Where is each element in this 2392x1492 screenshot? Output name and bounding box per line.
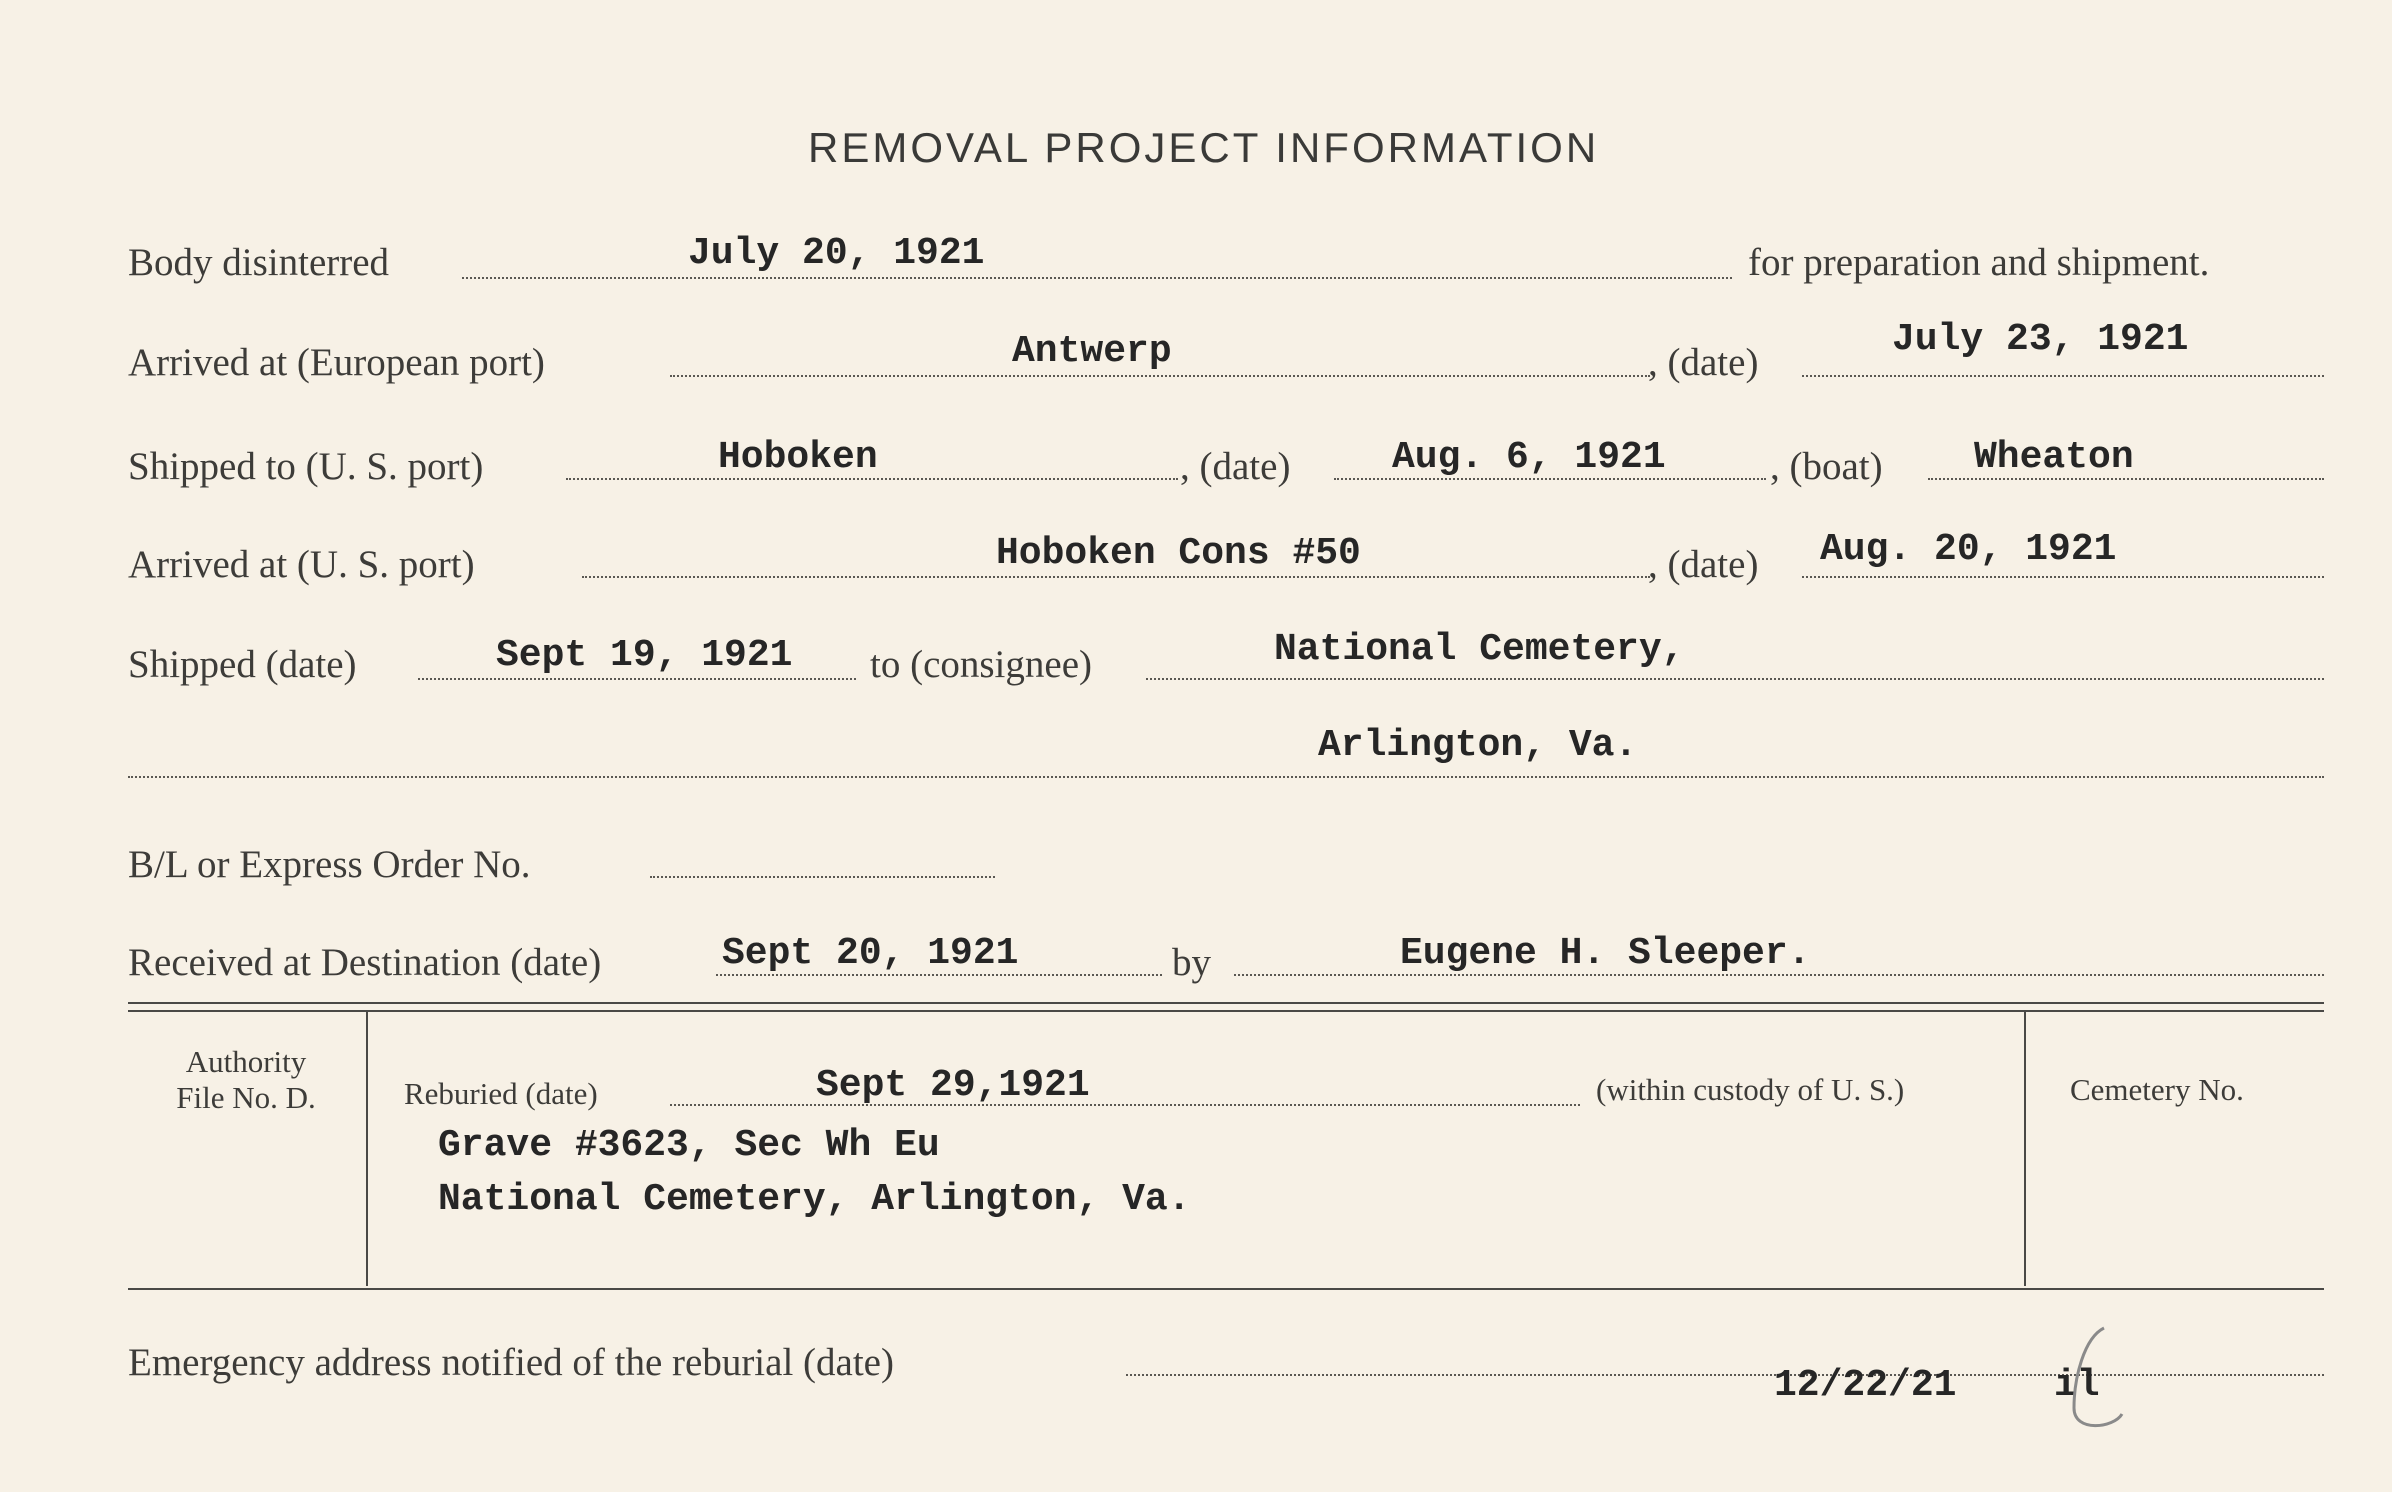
box-divider-right [2024, 1012, 2026, 1286]
body-disinterred-value: July 20, 1921 [688, 232, 985, 275]
box-top-rule-1 [128, 1002, 2324, 1004]
received-destination-value: Sept 20, 1921 [722, 932, 1019, 975]
shipped-date-value: Sept 19, 1921 [496, 634, 793, 677]
boat-label: , (boat) [1770, 445, 1883, 488]
received-destination-label: Received at Destination (date) [128, 941, 602, 984]
shipped-to-us-port-label: Shipped to (U. S. port) [128, 445, 484, 488]
shipped-to-date-label: , (date) [1180, 445, 1291, 488]
shipped-date-line [418, 678, 856, 680]
shipped-date-label: Shipped (date) [128, 643, 357, 686]
card-title: REMOVAL PROJECT INFORMATION [808, 124, 1600, 171]
shipped-to-date-value: Aug. 6, 1921 [1392, 436, 1666, 479]
bl-express-order-line [650, 876, 995, 878]
body-disinterred-label: Body disinterred [128, 241, 390, 284]
bl-express-order-label: B/L or Express Order No. [128, 843, 531, 886]
consignee-label: to (consignee) [870, 643, 1093, 686]
handwritten-mark-icon [2044, 1318, 2134, 1438]
arrived-european-date-value: July 23, 1921 [1892, 318, 2189, 361]
received-by-label: by [1172, 941, 1211, 984]
arrived-us-date-line [1802, 576, 2324, 578]
clerk-initials: il [2054, 1364, 2100, 1407]
consignee-value: National Cemetery, [1274, 628, 1685, 671]
received-by-value: Eugene H. Sleeper. [1400, 932, 1811, 975]
boat-value: Wheaton [1974, 436, 2134, 479]
arrived-european-date-line [1802, 375, 2324, 377]
file-no-label: File No. D. [176, 1080, 316, 1115]
grave-location-line2: National Cemetery, Arlington, Va. [438, 1178, 1191, 1221]
emergency-address-label: Emergency address notified of the reburial (date) [128, 1341, 894, 1384]
arrived-european-port-line [670, 375, 1650, 377]
grave-location-line1: Grave #3623, Sec Wh Eu [438, 1124, 940, 1167]
reburied-line [670, 1104, 1580, 1106]
reburied-value: Sept 29,1921 [816, 1064, 1090, 1107]
emergency-address-value: 12/22/21 [1774, 1364, 1957, 1407]
body-disinterred-suffix: for preparation and shipment. [1748, 241, 2210, 284]
cemetery-no-label: Cemetery No. [2070, 1072, 2244, 1107]
consignee-continuation-line [128, 776, 2324, 778]
consignee-value-line2: Arlington, Va. [1318, 724, 1638, 767]
custody-note: (within custody of U. S.) [1596, 1072, 1905, 1107]
arrived-european-date-label: , (date) [1648, 341, 1759, 384]
arrived-us-port-line [582, 576, 1650, 578]
arrived-us-port-value: Hoboken Cons #50 [996, 532, 1361, 575]
shipped-to-us-port-value: Hoboken [718, 436, 878, 479]
arrived-european-port-value: Antwerp [1012, 330, 1172, 373]
arrived-us-date-value: Aug. 20, 1921 [1820, 528, 2117, 571]
authority-label: Authority [185, 1044, 307, 1079]
arrived-us-date-label: , (date) [1648, 543, 1759, 586]
emergency-address-line [1126, 1374, 2324, 1376]
arrived-european-port-label: Arrived at (European port) [128, 341, 545, 384]
box-bottom-rule [128, 1288, 2324, 1290]
box-divider-left [366, 1012, 368, 1286]
body-disinterred-line [462, 277, 1732, 279]
arrived-us-port-label: Arrived at (U. S. port) [128, 543, 475, 586]
consignee-line [1146, 678, 2324, 680]
reburied-label: Reburied (date) [404, 1076, 598, 1111]
box-top-rule-2 [128, 1010, 2324, 1012]
